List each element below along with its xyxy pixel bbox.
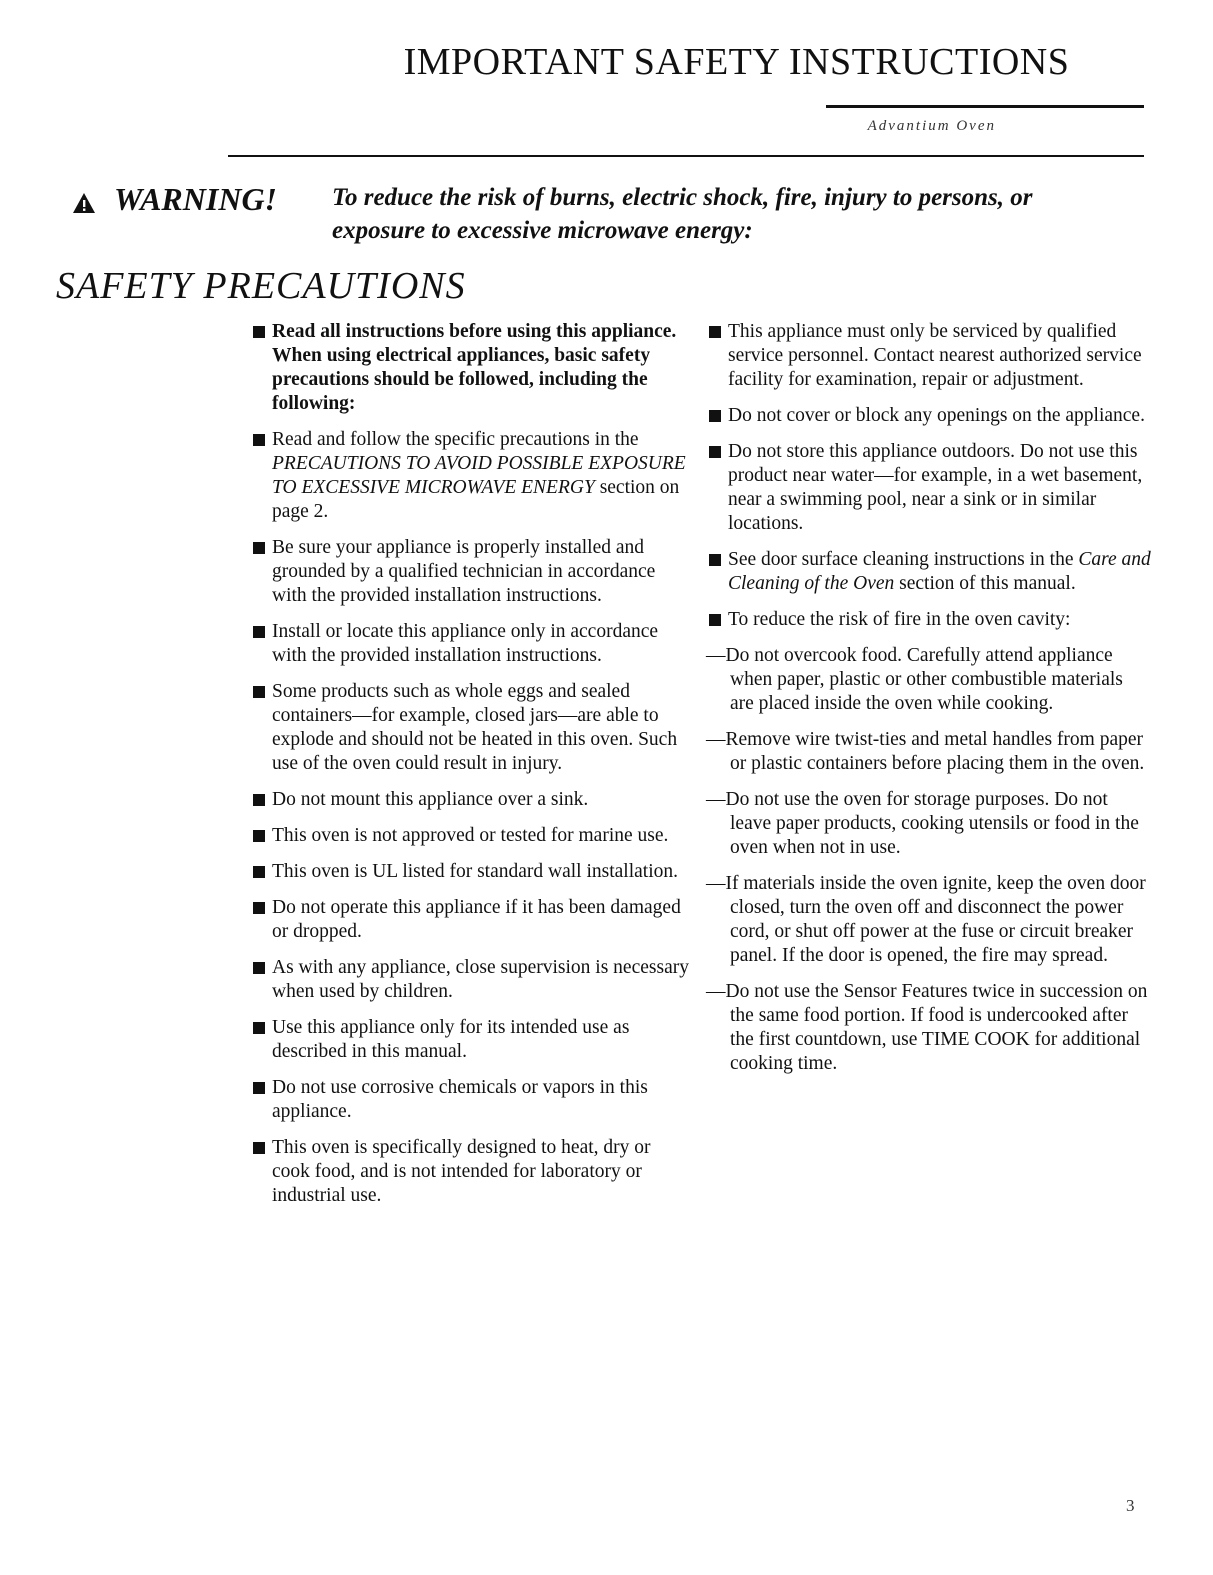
bullet-icon: [253, 1022, 265, 1034]
list-item: [250, 824, 690, 848]
page-title: IMPORTANT SAFETY INSTRUCTIONS: [403, 41, 1070, 83]
list-item: [250, 320, 690, 416]
item-text: Do not mount this appliance over a sink.: [272, 789, 589, 810]
bullet-icon: [709, 614, 721, 626]
bullet-icon: [709, 326, 721, 338]
bullet-icon: [253, 542, 265, 554]
item-reference: Care and Cleaning of the Oven: [728, 549, 1151, 594]
dash-item: —If materials inside the oven ignite, keep the oven door closed, turn the oven off and disconnect the power cord, or shut off power at the fuse or circuit breaker panel. If the door is opened, the fire may spread.: [706, 873, 1146, 966]
dash-item: —Remove wire twist-ties and metal handles from paper or plastic containers before placing them in the oven.: [706, 729, 1145, 774]
list-item: [250, 896, 690, 944]
list-item: [706, 404, 1151, 428]
bullet-icon: [253, 626, 265, 638]
bullet-icon: [253, 326, 265, 338]
bullet-icon: [253, 794, 265, 806]
item-text: See door surface cleaning instructions in the: [728, 549, 1079, 570]
item-text: This appliance must only be serviced by qualified service personnel. Contact nearest authorized service facility for examination, repair or adjustment.: [728, 321, 1142, 390]
bullet-icon: [253, 686, 265, 698]
item-text: Be sure your appliance is properly installed and grounded by a qualified technician in accordance with the provided installation instructions.: [272, 537, 656, 606]
bullet-icon: [253, 434, 265, 446]
list-item: [250, 860, 690, 884]
dash-item: —Do not overcook food. Carefully attend appliance when paper, plastic or other combustible materials are placed inside the oven while cooking.: [706, 645, 1123, 714]
list-item: [706, 320, 1151, 392]
dash-item: —Do not use the oven for storage purposes. Do not leave paper products, cooking utensils or food in the oven when not in use.: [706, 789, 1139, 858]
list-item: [706, 608, 1151, 632]
warning-triangle-icon: [72, 192, 96, 214]
bullet-icon: [253, 902, 265, 914]
item-text: As with any appliance, close supervision is necessary when used by children.: [272, 957, 689, 1002]
warning-text: To reduce the risk of burns, electric shock, fire, injury to persons, or exposure to excessive microwave energy:: [332, 184, 1033, 244]
section-title: SAFETY PRECAUTIONS: [56, 265, 466, 307]
bullet-icon: [253, 866, 265, 878]
item-text: Some products such as whole eggs and sealed containers—for example, closed jars—are able to explode and should not be heated in this oven. Such use of the oven could result in injury.: [272, 681, 678, 774]
list-item: [250, 1076, 690, 1124]
left-column: [250, 320, 690, 1220]
list-item: [250, 1016, 690, 1064]
header-rule-long: [228, 155, 1144, 157]
item-text: Do not operate this appliance if it has been damaged or dropped.: [272, 897, 681, 942]
item-text: section of this manual.: [894, 573, 1076, 594]
item-text: To reduce the risk of fire in the oven cavity:: [728, 609, 1071, 630]
item-text: Read and follow the specific precautions in the: [272, 429, 639, 450]
list-item: [706, 440, 1151, 536]
bullet-icon: [253, 1082, 265, 1094]
list-item: [250, 1136, 690, 1208]
dash-item: —Do not use the Sensor Features twice in succession on the same food portion. If food is undercooked after the first countdown, use TIME COOK for additional cooking time.: [706, 981, 1148, 1074]
page-number: 3: [1126, 1496, 1135, 1515]
list-item: [250, 680, 690, 776]
list-item: [250, 788, 690, 812]
item-text: This oven is UL listed for standard wall installation.: [272, 861, 678, 882]
bullet-icon: [709, 410, 721, 422]
list-item: [250, 956, 690, 1004]
list-item: [706, 548, 1151, 596]
list-item: [250, 620, 690, 668]
item-text: Read all instructions before using this appliance. When using electrical appliances, basic safety precautions should be followed, including the following:: [272, 321, 677, 414]
bullet-icon: [253, 962, 265, 974]
item-text: This oven is specifically designed to heat, dry or cook food, and is not intended for laboratory or industrial use.: [272, 1137, 651, 1206]
item-reference: PRECAUTIONS TO AVOID POSSIBLE EXPOSURE TO EXCESSIVE MICROWAVE ENERGY: [272, 453, 686, 498]
bullet-icon: [709, 446, 721, 458]
list-item: [250, 536, 690, 608]
item-text: Do not store this appliance outdoors. Do not use this product near water—for example, in a wet basement, near a swimming pool, near a sink or in similar locations.: [728, 441, 1143, 534]
product-subtitle: Advantium Oven: [867, 118, 996, 134]
header-rule-short: [826, 105, 1144, 108]
item-text: Use this appliance only for its intended use as described in this manual.: [272, 1017, 630, 1062]
right-column: [706, 320, 1151, 1088]
bullet-icon: [709, 554, 721, 566]
item-text: Install or locate this appliance only in accordance with the provided installation instructions.: [272, 621, 659, 666]
item-text: Do not cover or block any openings on the appliance.: [728, 405, 1145, 426]
item-text: Do not use corrosive chemicals or vapors in this appliance.: [272, 1077, 648, 1122]
bullet-icon: [253, 1142, 265, 1154]
item-text: section on page 2.: [272, 477, 680, 522]
item-text: This oven is not approved or tested for marine use.: [272, 825, 669, 846]
list-item: [250, 428, 690, 524]
warning-label: WARNING!: [114, 181, 277, 217]
bullet-icon: [253, 830, 265, 842]
